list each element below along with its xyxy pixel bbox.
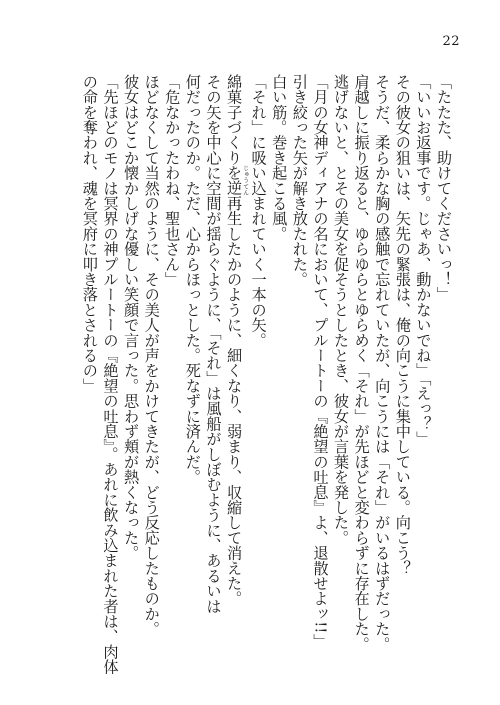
text-line: 何だったのか。ただ、心からほっとした。死なずに済んだ。 <box>183 74 202 485</box>
text-line: その彼女の狙いは、矢先の緊張は、俺の向こうに集中している。向こう？ <box>393 74 412 576</box>
text-line: の命を奪われ、魂を冥府に叩き落とされるの」 <box>80 74 99 394</box>
text-line: 綿菓子づくりを逆じゅうてん再生したかのように、細くなり、弱まり、収縮して消えた。 <box>225 74 249 607</box>
text-line: 肩越しに振り返ると、ゆらゆらとゆらめく「それ」が先ほどと変わらずに存在した。 <box>352 74 371 652</box>
text-line: ほどなくして当然のように、その美人が声をかけてきたが、どう反応したものか。 <box>142 74 161 637</box>
text-line: 「それ」に吸い込まれていく一本の矢。 <box>249 74 268 348</box>
text-line: 「月の女神ディアナの名において、プルートーの『絶望の吐息』よ、退散せよッ!!」 <box>311 74 330 649</box>
text-line: その矢を中心に空間が揺らぐように、「それ」は風船がしぼむように、あるいは <box>204 74 223 614</box>
text-line: そうだ、柔らかな胸の感触で忘れていたが、向こうには「それ」がいるはずだった。 <box>373 74 392 652</box>
furigana-ruby: を逆じゅうてん <box>225 165 249 196</box>
text-line: 白い筋。巻き起こる風。 <box>270 74 289 242</box>
novel-body-text <box>34 74 454 674</box>
text-line: 彼女はどこか懐かしげな優しい笑顔で言った。思わず頬が熱くなった。 <box>122 74 141 561</box>
text-line: 「いいお返事です。じゃあ、動かないでね」「えっ？」 <box>414 74 433 447</box>
text-line: 逃げないと、とその美女を促そうとしたとき、彼女が言葉を発した。 <box>332 74 351 546</box>
page-number: 22 <box>442 34 460 49</box>
text-line: 「たたた、助けてくださいっ！」 <box>435 74 453 302</box>
text-line: 「先ほどのモノは冥界の神プルートーの『絶望の吐息』。あれに飲み込まれた者は、肉体 <box>101 74 120 674</box>
text-line: 「危なかったわね、聖也さん」 <box>163 74 182 287</box>
text-line: 引き絞った矢が解き放たれた。 <box>290 74 309 287</box>
